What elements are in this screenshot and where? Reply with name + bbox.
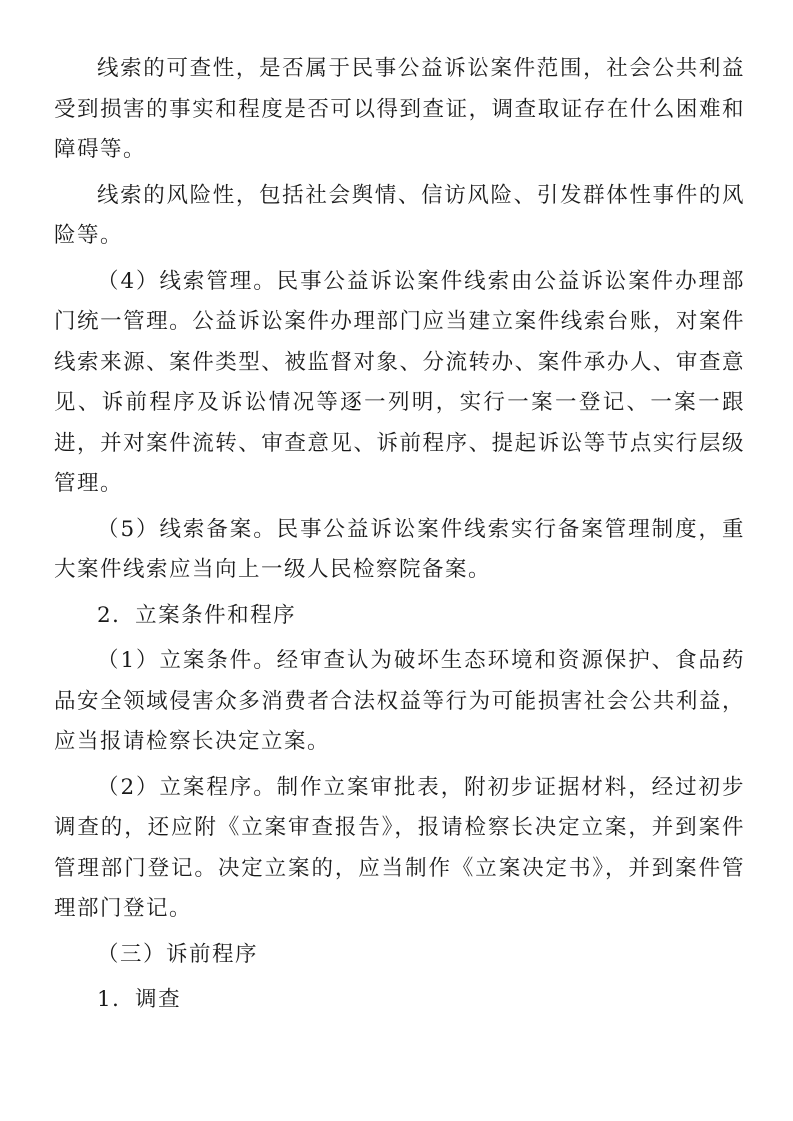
- heading-investigation: 1．调查: [97, 987, 182, 1012]
- paragraph-clue-verifiability: 线索的可查性，是否属于民事公益诉讼案件范围，社会公共利益受到损害的事实和程度是否可以得到查证，调查取证存在什么困难和障碍等。: [54, 56, 745, 162]
- paragraph-filing-procedure: （2）立案程序。制作立案审批表，附初步证据材料，经过初步调查的，还应附《立案审查报告》，报请检察长决定立案，并到案件管理部门登记。决定立案的，应当制作《立案决定书》，并到案件管理部门登记。: [54, 774, 745, 921]
- document-page: [54, 49, 745, 1026]
- paragraph-clue-risk: 线索的风险性，包括社会舆情、信访风险、引发群体性事件的风险等。: [54, 182, 745, 248]
- heading-pre-litigation-procedure: （三）诉前程序: [97, 941, 259, 967]
- paragraph-clue-management: （4）线索管理。民事公益诉讼案件线索由公益诉讼案件办理部门统一管理。公益诉讼案件办理部门应当建立案件线索台账，对案件线索来源、案件类型、被监督对象、分流转办、案件承办人、审查意见、诉前程序及诉讼情况等逐一列明，实行一案一登记、一案一跟进，并对案件流转、审查意见、诉前程序、提起诉讼等节点实行层级管理。: [54, 268, 745, 496]
- paragraph-filing-conditions: （1）立案条件。经审查认为破坏生态环境和资源保护、食品药品安全领域侵害众多消费者合法权益等行为可能损害社会公共利益，应当报请检察长决定立案。: [54, 648, 745, 754]
- paragraph-clue-filing: （5）线索备案。民事公益诉讼案件线索实行备案管理制度，重大案件线索应当向上一级人民检察院备案。: [54, 516, 745, 582]
- heading-case-filing-conditions: 2．立案条件和程序: [97, 602, 297, 628]
